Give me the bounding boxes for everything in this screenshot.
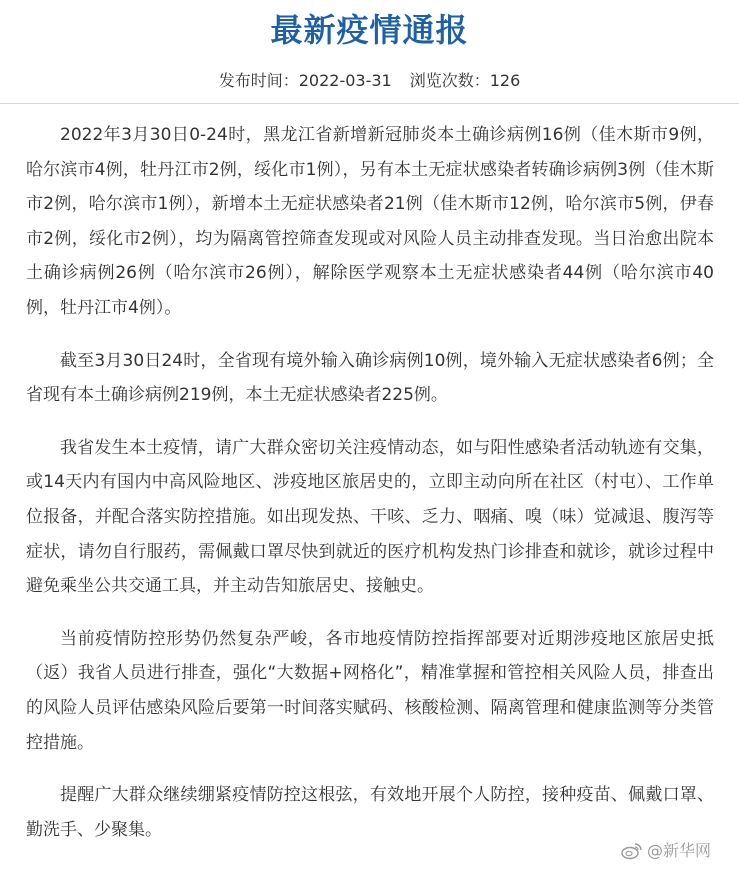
article-meta [0, 69, 739, 93]
article-body [26, 118, 714, 865]
article-paragraph-5: 提醒广大群众继续绷紧疫情防控这根弦，有效地开展个人防控，接种疫苗、佩戴口罩、勤洗手、少聚集。 [26, 785, 714, 840]
article-paragraph-1: 2022年3月30日0-24时，黑龙江省新增新冠肺炎本土确诊病例16例（佳木斯市9例，哈尔滨市4例，牡丹江市2例，绥化市1例），另有本土无症状感染者转确诊病例3例（佳木斯市2例，哈尔滨市1例），新增本土无症状感染者21例（佳木斯市12例，哈尔滨市5例，伊春市2例，绥化市2例），均为隔离管控筛查发现或对风险人员主动排查发现。当日治愈出院本土确诊病例26例（哈尔滨市26例），解除医学观察本土无症状感染者44例（哈尔滨市40例，牡丹江市4例）。 [26, 125, 714, 318]
header-divider [0, 103, 739, 104]
page-title: 最新疫情通报 [270, 11, 469, 49]
publish-time: 发布时间：2022-03-31 [218, 71, 392, 90]
article-paragraph-4: 当前疫情防控形势仍然复杂严峻，各市地疫情防控指挥部要对近期涉疫地区旅居史抵（返）我省人员进行排查，强化“大数据+网格化”，精准掌握和管控相关风险人员，排查出的风险人员评估感染风险后要第一时间落实赋码、核酸检测、隔离管理和健康监测等分类管控措施。 [26, 628, 714, 753]
article-paragraph-2: 截至3月30日24时，全省现有境外输入确诊病例10例，境外输入无症状感染者6例；全省现有本土确诊病例219例，本土无症状感染者225例。 [26, 350, 714, 406]
article-paragraph-3: 我省发生本土疫情，请广大群众密切关注疫情动态，如与阳性感染者活动轨迹有交集，或14天内有国内中高风险地区、涉疫地区旅居史的，立即主动向所在社区（村屯）、工作单位报备，并配合落实防控措施。如出现发热、干咳、乏力、咽痛、嗅（味）觉减退、腹泻等症状，请勿自行服药，需佩戴口罩尽快到就近的医疗机构发热门诊排查和就诊，就诊过程中避免乘坐公共交通工具，并主动告知旅居史、接触史。 [26, 437, 714, 597]
watermark-text: @新华网 [646, 841, 711, 860]
weibo-icon [621, 842, 643, 860]
watermark [621, 840, 711, 862]
view-count: 浏览次数：126 [409, 71, 521, 90]
